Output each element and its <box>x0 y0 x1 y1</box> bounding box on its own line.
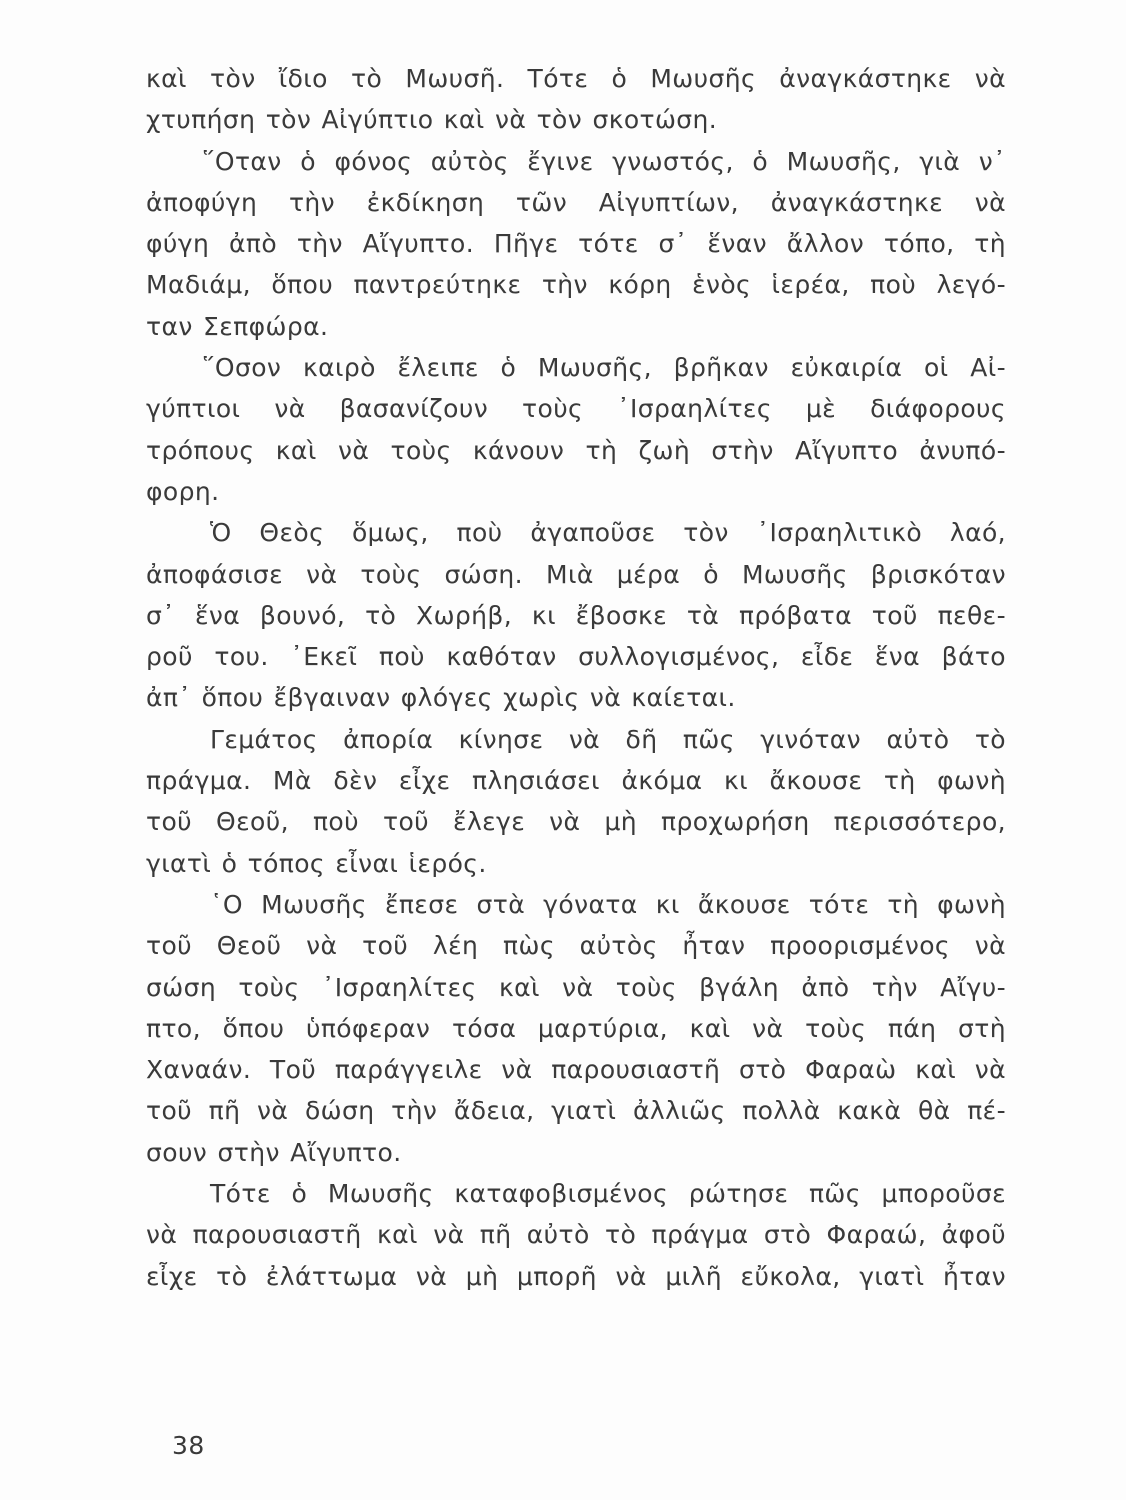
text-line: Γεμάτος ἀπορία κίνησε νὰ δῆ πῶς γινόταν αὐτὸ τὸ <box>210 724 1006 754</box>
text-line: γιατὶ ὁ τόπος εἶναι ἱερός. <box>146 848 487 878</box>
page-number: 38 <box>172 1431 205 1460</box>
text-line: ἀπ᾽ ὅπου ἔβγαιναν φλόγες χωρὶς νὰ καίεται. <box>146 683 736 713</box>
text-line: ῞Οταν ὁ φόνος αὐτὸς ἔγινε γνωστός, ὁ Μωυσῆς, γιὰ ν᾽ <box>202 146 1006 176</box>
body-text <box>146 58 1006 1297</box>
text-line: ροῦ του. ᾽Εκεῖ ποὺ καθόταν συλλογισμένος, εἶδε ἕνα βάτο <box>146 642 1006 672</box>
text-line: ἀποφάσισε νὰ τοὺς σώση. Μιὰ μέρα ὁ Μωυσῆς βρισκόταν <box>146 559 1006 589</box>
text-line: ῾Ο Μωυσῆς ἔπεσε στὰ γόνατα κι ἄκουσε τότε τὴ φωνὴ <box>210 889 1006 919</box>
text-line: χτυπήση τὸν Αἰγύπτιο καὶ νὰ τὸν σκοτώση. <box>146 105 718 135</box>
text-line: Μαδιάμ, ὅπου παντρεύτηκε τὴν κόρη ἑνὸς ἱερέα, ποὺ λεγό- <box>146 270 1006 300</box>
text-line: πράγμα. Μὰ δὲν εἶχε πλησιάσει ἀκόμα κι ἄκουσε τὴ φωνὴ <box>146 766 1006 796</box>
text-line: ἀποφύγη τὴν ἐκδίκηση τῶν Αἰγυπτίων, ἀναγκάστηκε νὰ <box>146 187 1006 217</box>
text-line: Τότε ὁ Μωυσῆς καταφοβισμένος ρώτησε πῶς μποροῦσε <box>210 1179 1006 1209</box>
text-line: Χαναάν. Τοῦ παράγγειλε νὰ παρουσιαστῆ στὸ Φαραὼ καὶ νὰ <box>146 1055 1006 1085</box>
text-line: γύπτιοι νὰ βασανίζουν τοὺς ᾽Ισραηλίτες μὲ διάφορους <box>146 394 1006 424</box>
text-line: τοῦ Θεοῦ νὰ τοῦ λέη πὼς αὐτὸς ἦταν προορισμένος νὰ <box>146 931 1006 961</box>
text-line: Ὁ Θεὸς ὅμως, ποὺ ἀγαποῦσε τὸν ᾽Ισραηλιτικὸ λαό, <box>210 518 1006 548</box>
text-line: ῞Οσον καιρὸ ἔλειπε ὁ Μωυσῆς, βρῆκαν εὐκαιρία οἱ Αἰ- <box>202 353 1006 383</box>
text-line: νὰ παρουσιαστῆ καὶ νὰ πῆ αὐτὸ τὸ πράγμα στὸ Φαραώ, ἀφοῦ <box>146 1220 1006 1250</box>
text-line: φύγη ἀπὸ τὴν Αἴγυπτο. Πῆγε τότε σ᾽ ἕναν ἄλλον τόπο, τὴ <box>146 229 1006 259</box>
text-line: φορη. <box>146 476 220 506</box>
text-line: καὶ τὸν ἴδιο τὸ Μωυσῆ. Τότε ὁ Μωυσῆς ἀναγκάστηκε νὰ <box>146 64 1006 93</box>
text-line: πτο, ὅπου ὑπόφεραν τόσα μαρτύρια, καὶ νὰ τοὺς πάη στὴ <box>146 1013 1006 1043</box>
text-line: σ᾽ ἕνα βουνό, τὸ Χωρήβ, κι ἔβοσκε τὰ πρόβατα τοῦ πεθε- <box>146 600 1006 630</box>
text-line: τοῦ πῆ νὰ δώση τὴν ἄδεια, γιατὶ ἀλλιῶς πολλὰ κακὰ θὰ πέ- <box>146 1096 1006 1126</box>
text-line: σουν στὴν Αἴγυπτο. <box>146 1137 402 1167</box>
text-line: ταν Σεπφώρα. <box>146 311 329 341</box>
text-line: σώση τοὺς ᾽Ισραηλίτες καὶ νὰ τοὺς βγάλη ἀπὸ τὴν Αἴγυ- <box>146 972 1006 1002</box>
text-line: εἶχε τὸ ἐλάττωμα νὰ μὴ μπορῆ νὰ μιλῆ εὔκολα, γιατὶ ἦταν <box>146 1261 1006 1291</box>
text-line: τοῦ Θεοῦ, ποὺ τοῦ ἔλεγε νὰ μὴ προχωρήση περισσότερο, <box>146 807 1006 837</box>
text-line: τρόπους καὶ νὰ τοὺς κάνουν τὴ ζωὴ στὴν Αἴγυπτο ἀνυπό- <box>146 435 1006 465</box>
